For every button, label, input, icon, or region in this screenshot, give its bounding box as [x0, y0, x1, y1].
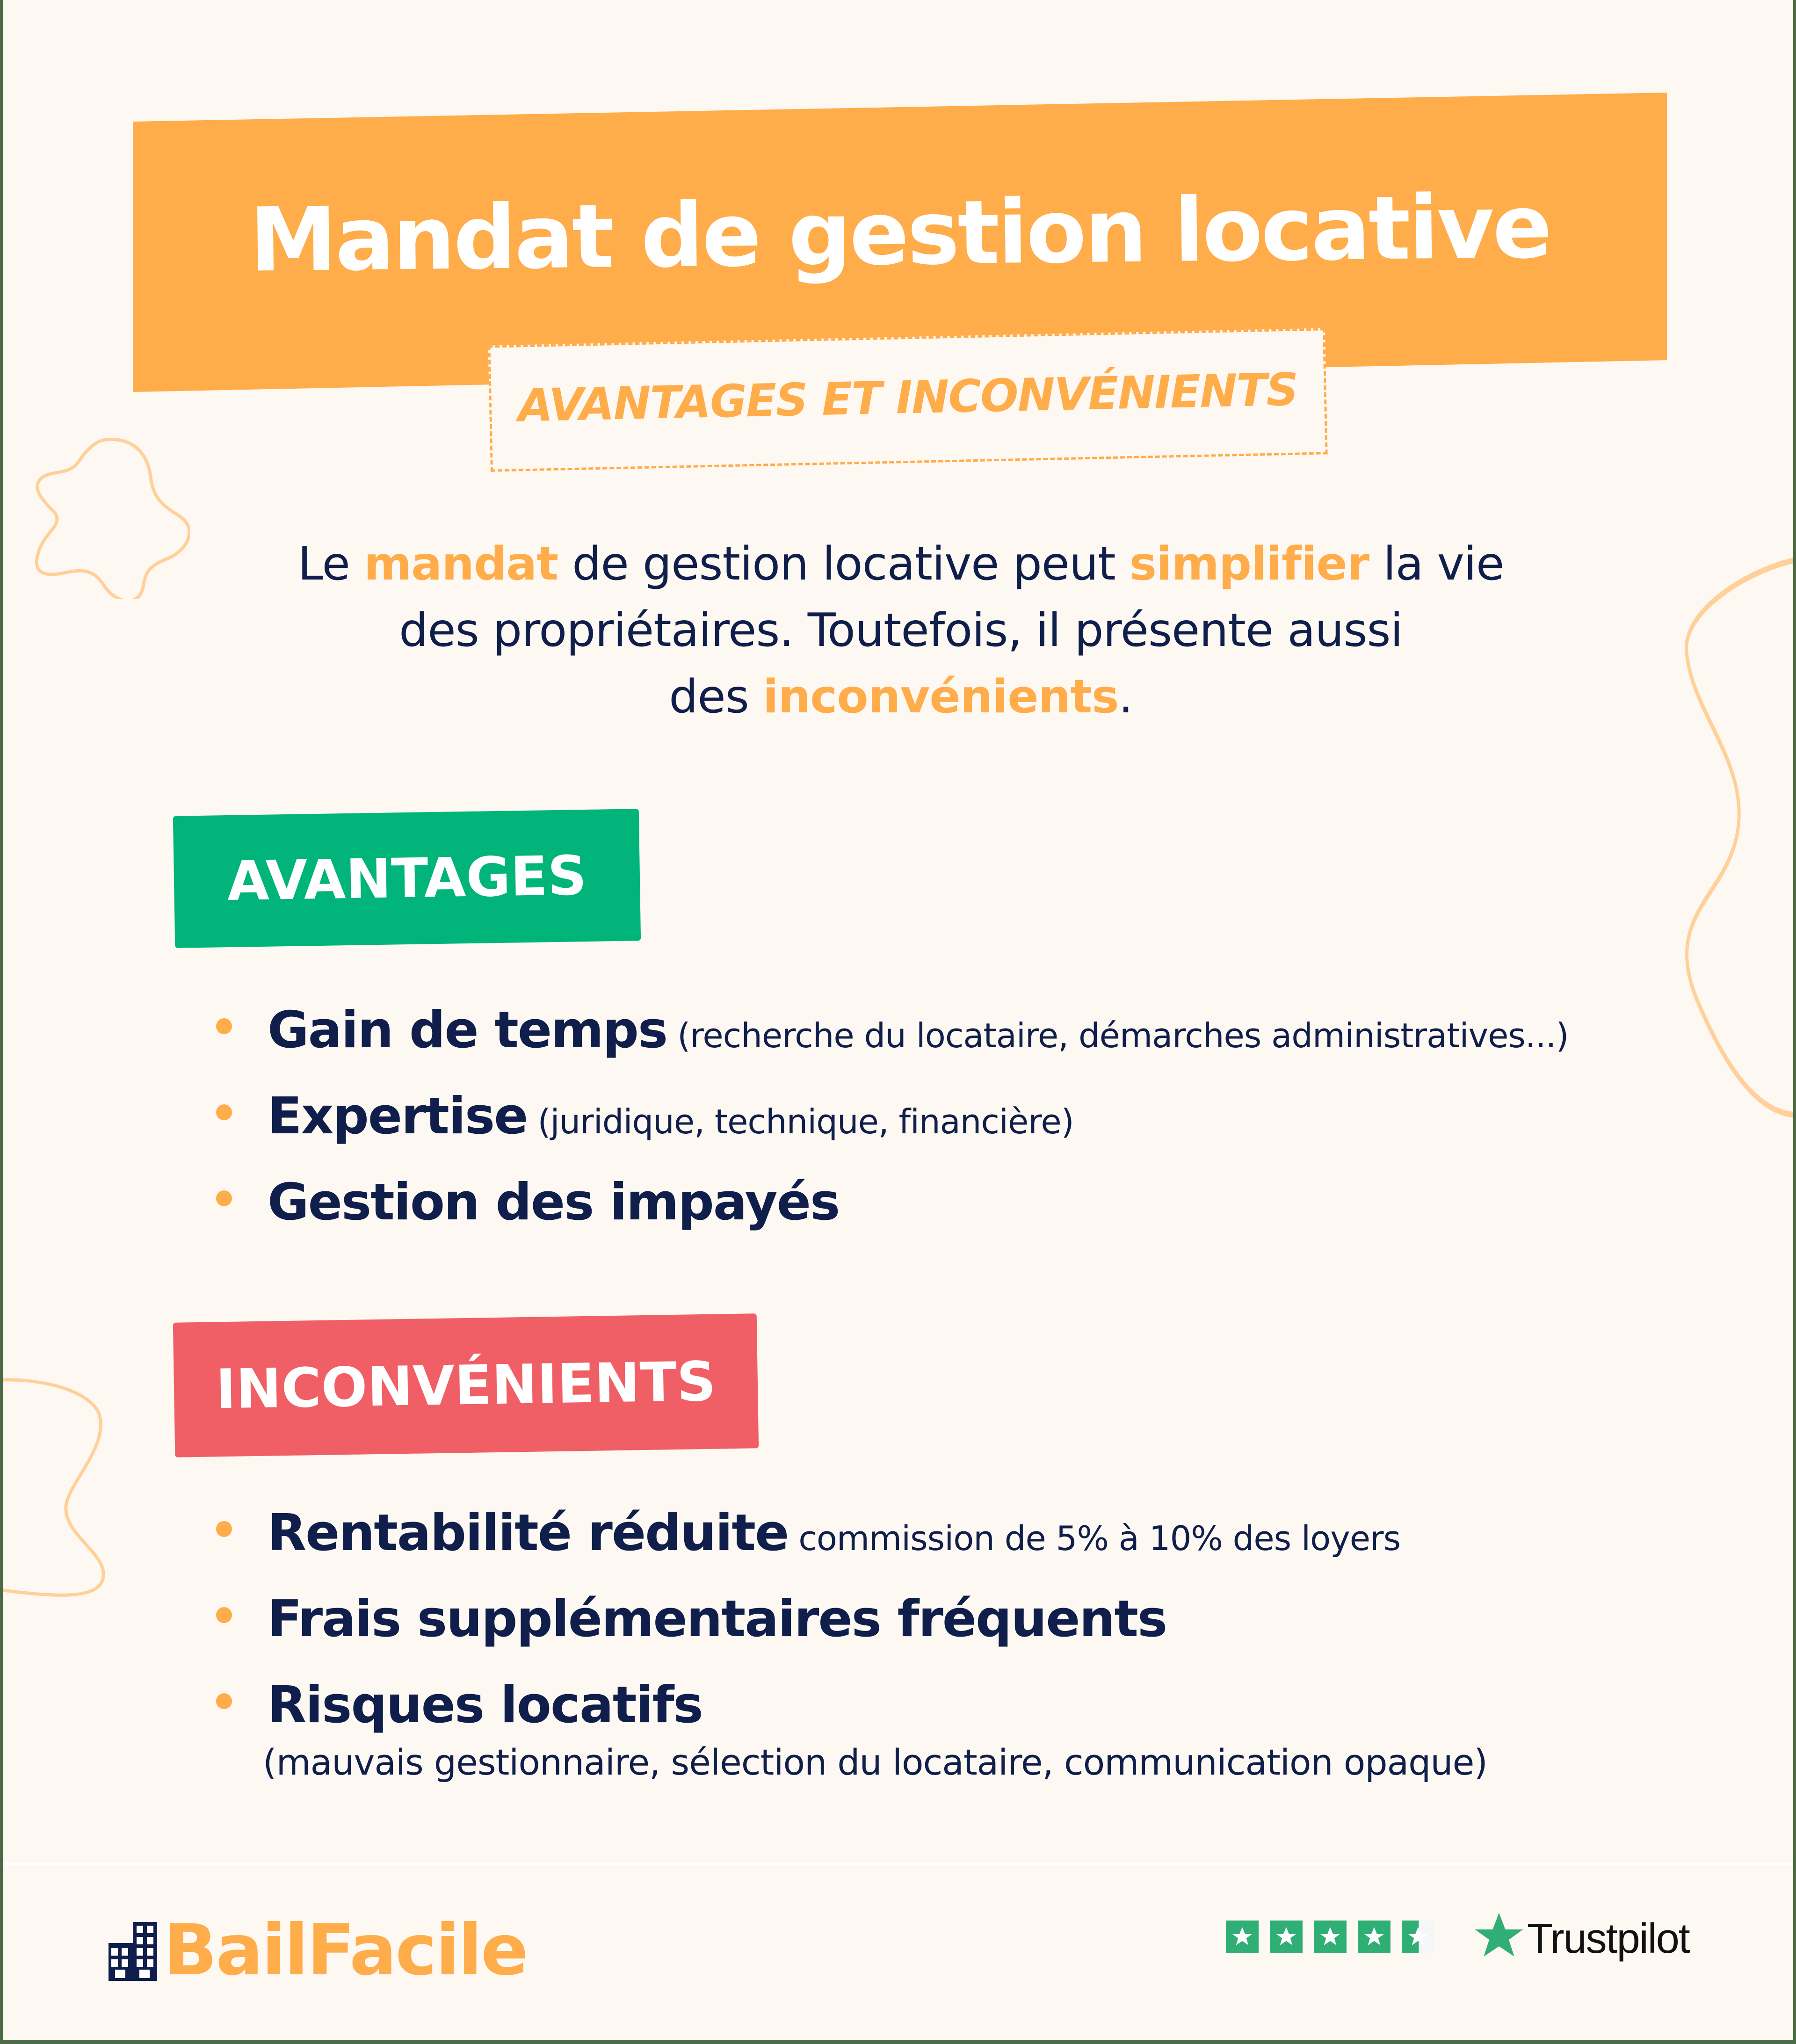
rating-stars	[1226, 1921, 1434, 1953]
half-star-icon	[1402, 1921, 1434, 1953]
list-item-note-continuation	[216, 1741, 1487, 1783]
item-title: Gain de temps	[268, 1001, 667, 1059]
avantages-label: AVANTAGES	[226, 844, 587, 913]
item-title: Expertise	[268, 1087, 528, 1145]
blob-decoration-left-top	[31, 430, 190, 599]
brand-logo[interactable]	[109, 1910, 527, 1991]
intro-text: la vie	[1369, 537, 1504, 591]
intro-text: Le	[297, 537, 364, 591]
trustpilot-rating[interactable]	[1226, 1911, 1689, 1963]
subtitle: AVANTAGES ET INCONVÉNIENTS	[517, 363, 1298, 432]
list-item	[216, 1087, 1569, 1173]
item-title: Gestion des impayés	[268, 1173, 840, 1232]
intro-text: de gestion locative peut	[558, 537, 1130, 591]
trustpilot-logo	[1473, 1911, 1689, 1963]
intro-line-2: des propriétaires. Toutefois, il présente aussi	[399, 604, 1403, 657]
star-icon	[1314, 1921, 1347, 1953]
avantages-header	[173, 809, 641, 948]
avantages-list	[216, 1001, 1569, 1259]
intro-line-1	[190, 531, 1612, 597]
page-title: Mandat de gestion locative	[249, 175, 1551, 292]
infographic-page	[3, 0, 1793, 2040]
item-note: commission de 5% à 10% des loyers	[798, 1519, 1401, 1558]
trustpilot-name: Trustpilot	[1527, 1915, 1689, 1962]
bullet-icon	[216, 1693, 232, 1709]
item-note: (mauvais gestionnaire, sélection du locataire, communication opaque)	[263, 1741, 1487, 1783]
subtitle-box	[488, 328, 1327, 471]
intro-highlight-simplifier: simplifier	[1129, 537, 1369, 591]
bullet-icon	[216, 1018, 232, 1034]
footer-divider	[3, 1863, 1793, 1865]
brand-name: BailFacile	[164, 1910, 527, 1991]
intro-paragraph	[190, 531, 1612, 730]
bullet-icon	[216, 1607, 232, 1623]
item-note: (juridique, technique, financière)	[537, 1102, 1074, 1141]
item-title: Risques locatifs	[268, 1676, 702, 1734]
inconvenients-list	[216, 1504, 1487, 1783]
intro-line-3	[190, 664, 1612, 730]
item-note: (recherche du locataire, démarches administratives...)	[677, 1016, 1569, 1055]
item-title: Frais supplémentaires fréquents	[268, 1590, 1167, 1648]
trustpilot-star-icon	[1473, 1911, 1525, 1963]
list-item	[216, 1504, 1487, 1590]
inconvenients-label: INCONVÉNIENTS	[215, 1350, 717, 1421]
building-icon	[109, 1922, 157, 1981]
list-item	[216, 1001, 1569, 1087]
intro-highlight-inconvenients: inconvénients	[762, 670, 1119, 724]
item-title: Rentabilité réduite	[268, 1504, 789, 1562]
intro-highlight-mandat: mandat	[364, 537, 558, 591]
wave-decoration-left-bottom	[3, 1375, 115, 1749]
list-item	[216, 1173, 1569, 1259]
inconvenients-header	[173, 1313, 759, 1457]
wave-decoration-right	[1663, 543, 1793, 1123]
list-item	[216, 1676, 1487, 1746]
star-icon	[1358, 1921, 1390, 1953]
star-icon	[1270, 1921, 1303, 1953]
intro-text: .	[1118, 670, 1133, 724]
star-icon	[1226, 1921, 1259, 1953]
intro-text: des	[669, 670, 763, 724]
list-item	[216, 1590, 1487, 1676]
bullet-icon	[216, 1104, 232, 1120]
bullet-icon	[216, 1190, 232, 1206]
bullet-icon	[216, 1521, 232, 1537]
